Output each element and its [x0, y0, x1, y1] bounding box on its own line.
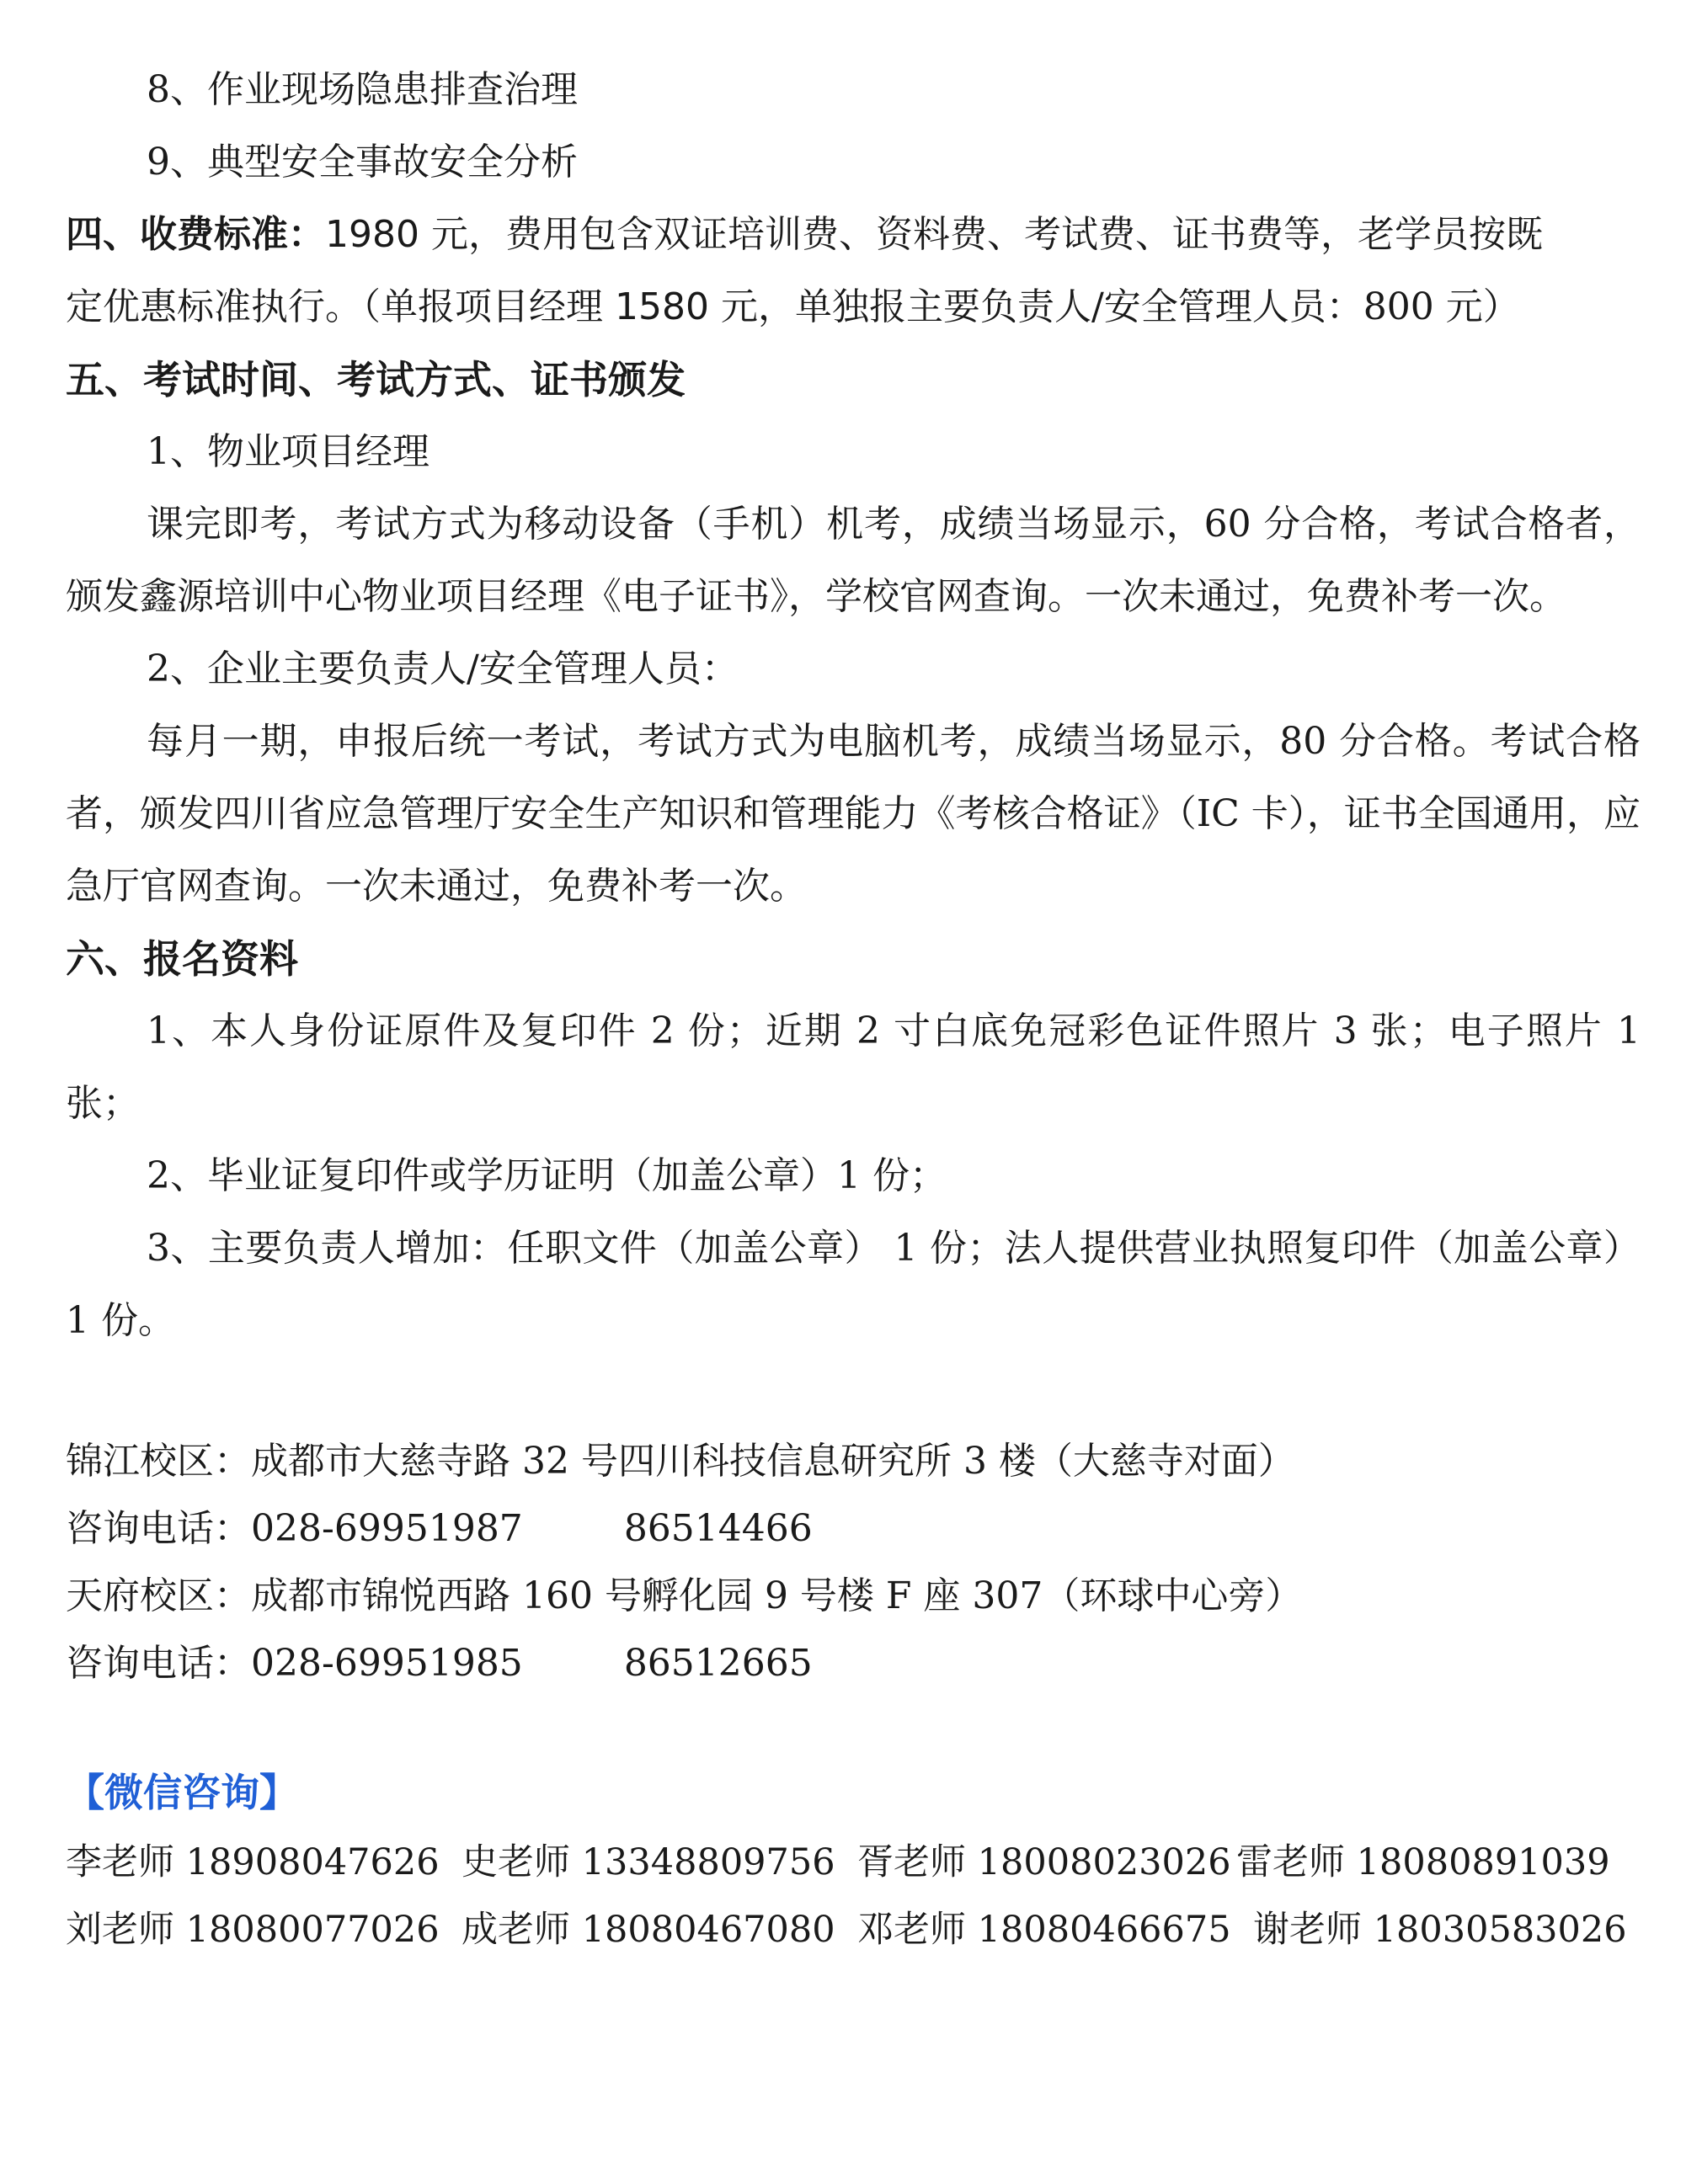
teacher-contact: 史老师 13348809756 [462, 1841, 835, 1883]
section6-item2: 2、毕业证复印件或学历证明（加盖公章）1 份； [147, 1154, 947, 1197]
fee-line2-normal: 主要负责人/安全管理人员：800 元） [905, 285, 1520, 328]
teacher-contact: 胥老师 18008023026 [857, 1841, 1231, 1883]
phone-label: 咨询电话：028-69951987 [66, 1507, 523, 1550]
campus-jinjiang-address: 锦江校区：成都市大慈寺路 32 号四川科技信息研究所 3 楼（大慈寺对面） [66, 1440, 1295, 1483]
campus-tianfu-phone [66, 1630, 1641, 1697]
section5-item1-title: 1、物业项目经理 [147, 430, 430, 473]
section5-heading: 五、考试时间、考试方式、证书颁发 [66, 357, 686, 402]
teacher-contact: 谢老师 18030583026 [1253, 1909, 1627, 1951]
teacher-row [66, 1896, 1641, 1963]
fee-line2-bold: 定优惠标准执行。（单报项目经理 1580 元，单独报 [66, 285, 906, 328]
section6-item1: 1、本人身份证原件及复印件 2 份；近期 2 寸白底免冠彩色证件照片 3 张；电子照片 1 张； [66, 1009, 1641, 1125]
wechat-heading: 【微信咨询】 [66, 1770, 298, 1815]
teacher-contact: 李老师 18908047626 [66, 1841, 440, 1883]
section5-item1-text: 课完即考，考试方式为移动设备（手机）机考，成绩当场显示，60 分合格，考试合格者，颁发鑫源培训中心物业项目经理《电子证书》，学校官网查询。一次未通过，免费补考一次。 [66, 503, 1641, 618]
teacher-contact: 成老师 18080467080 [462, 1909, 835, 1951]
teacher-contact: 雷老师 18080891039 [1236, 1841, 1610, 1883]
teacher-contact: 邓老师 18080466675 [857, 1909, 1231, 1951]
section6-heading: 六、报名资料 [66, 936, 298, 982]
phone-label: 咨询电话：028-69951985 [66, 1642, 523, 1685]
section5-item2-title: 2、企业主要负责人/安全管理人员： [147, 647, 739, 690]
document-page [66, 54, 1641, 1963]
campus-jinjiang-phone [66, 1495, 1641, 1563]
spacer [66, 1697, 1641, 1756]
list-item-8: 8、作业现场隐患排查治理 [147, 68, 578, 111]
section6-item3: 3、主要负责人增加：任职文件（加盖公章） 1 份；法人提供营业执照复印件（加盖公章）1 份。 [66, 1227, 1641, 1342]
section5-item2-text: 每月一期，申报后统一考试，考试方式为电脑机考，成绩当场显示，80 分合格。考试合格者，颁发四川省应急管理厅安全生产知识和管理能力《考核合格证》（IC 卡），证书全国通用，应急厅官网查询。一次未通过，免费补考一次。 [66, 720, 1641, 908]
spacer [66, 1357, 1641, 1428]
fee-heading: 四、收费标准： [66, 213, 325, 256]
phone-extra: 86512665 [623, 1642, 813, 1685]
teacher-row [66, 1829, 1641, 1896]
phone-extra: 86514466 [623, 1507, 813, 1550]
teacher-contact: 刘老师 18080077026 [66, 1909, 440, 1951]
fee-section [66, 199, 1641, 344]
list-item-9: 9、典型安全事故安全分析 [147, 141, 578, 184]
campus-tianfu-address: 天府校区：成都市锦悦西路 160 号孵化园 9 号楼 F 座 307（环球中心旁） [66, 1574, 1303, 1617]
wechat-contacts [66, 1829, 1641, 1963]
fee-line1: 1980 元，费用包含双证培训费、资料费、考试费、证书费等，老学员按既 [325, 213, 1543, 256]
